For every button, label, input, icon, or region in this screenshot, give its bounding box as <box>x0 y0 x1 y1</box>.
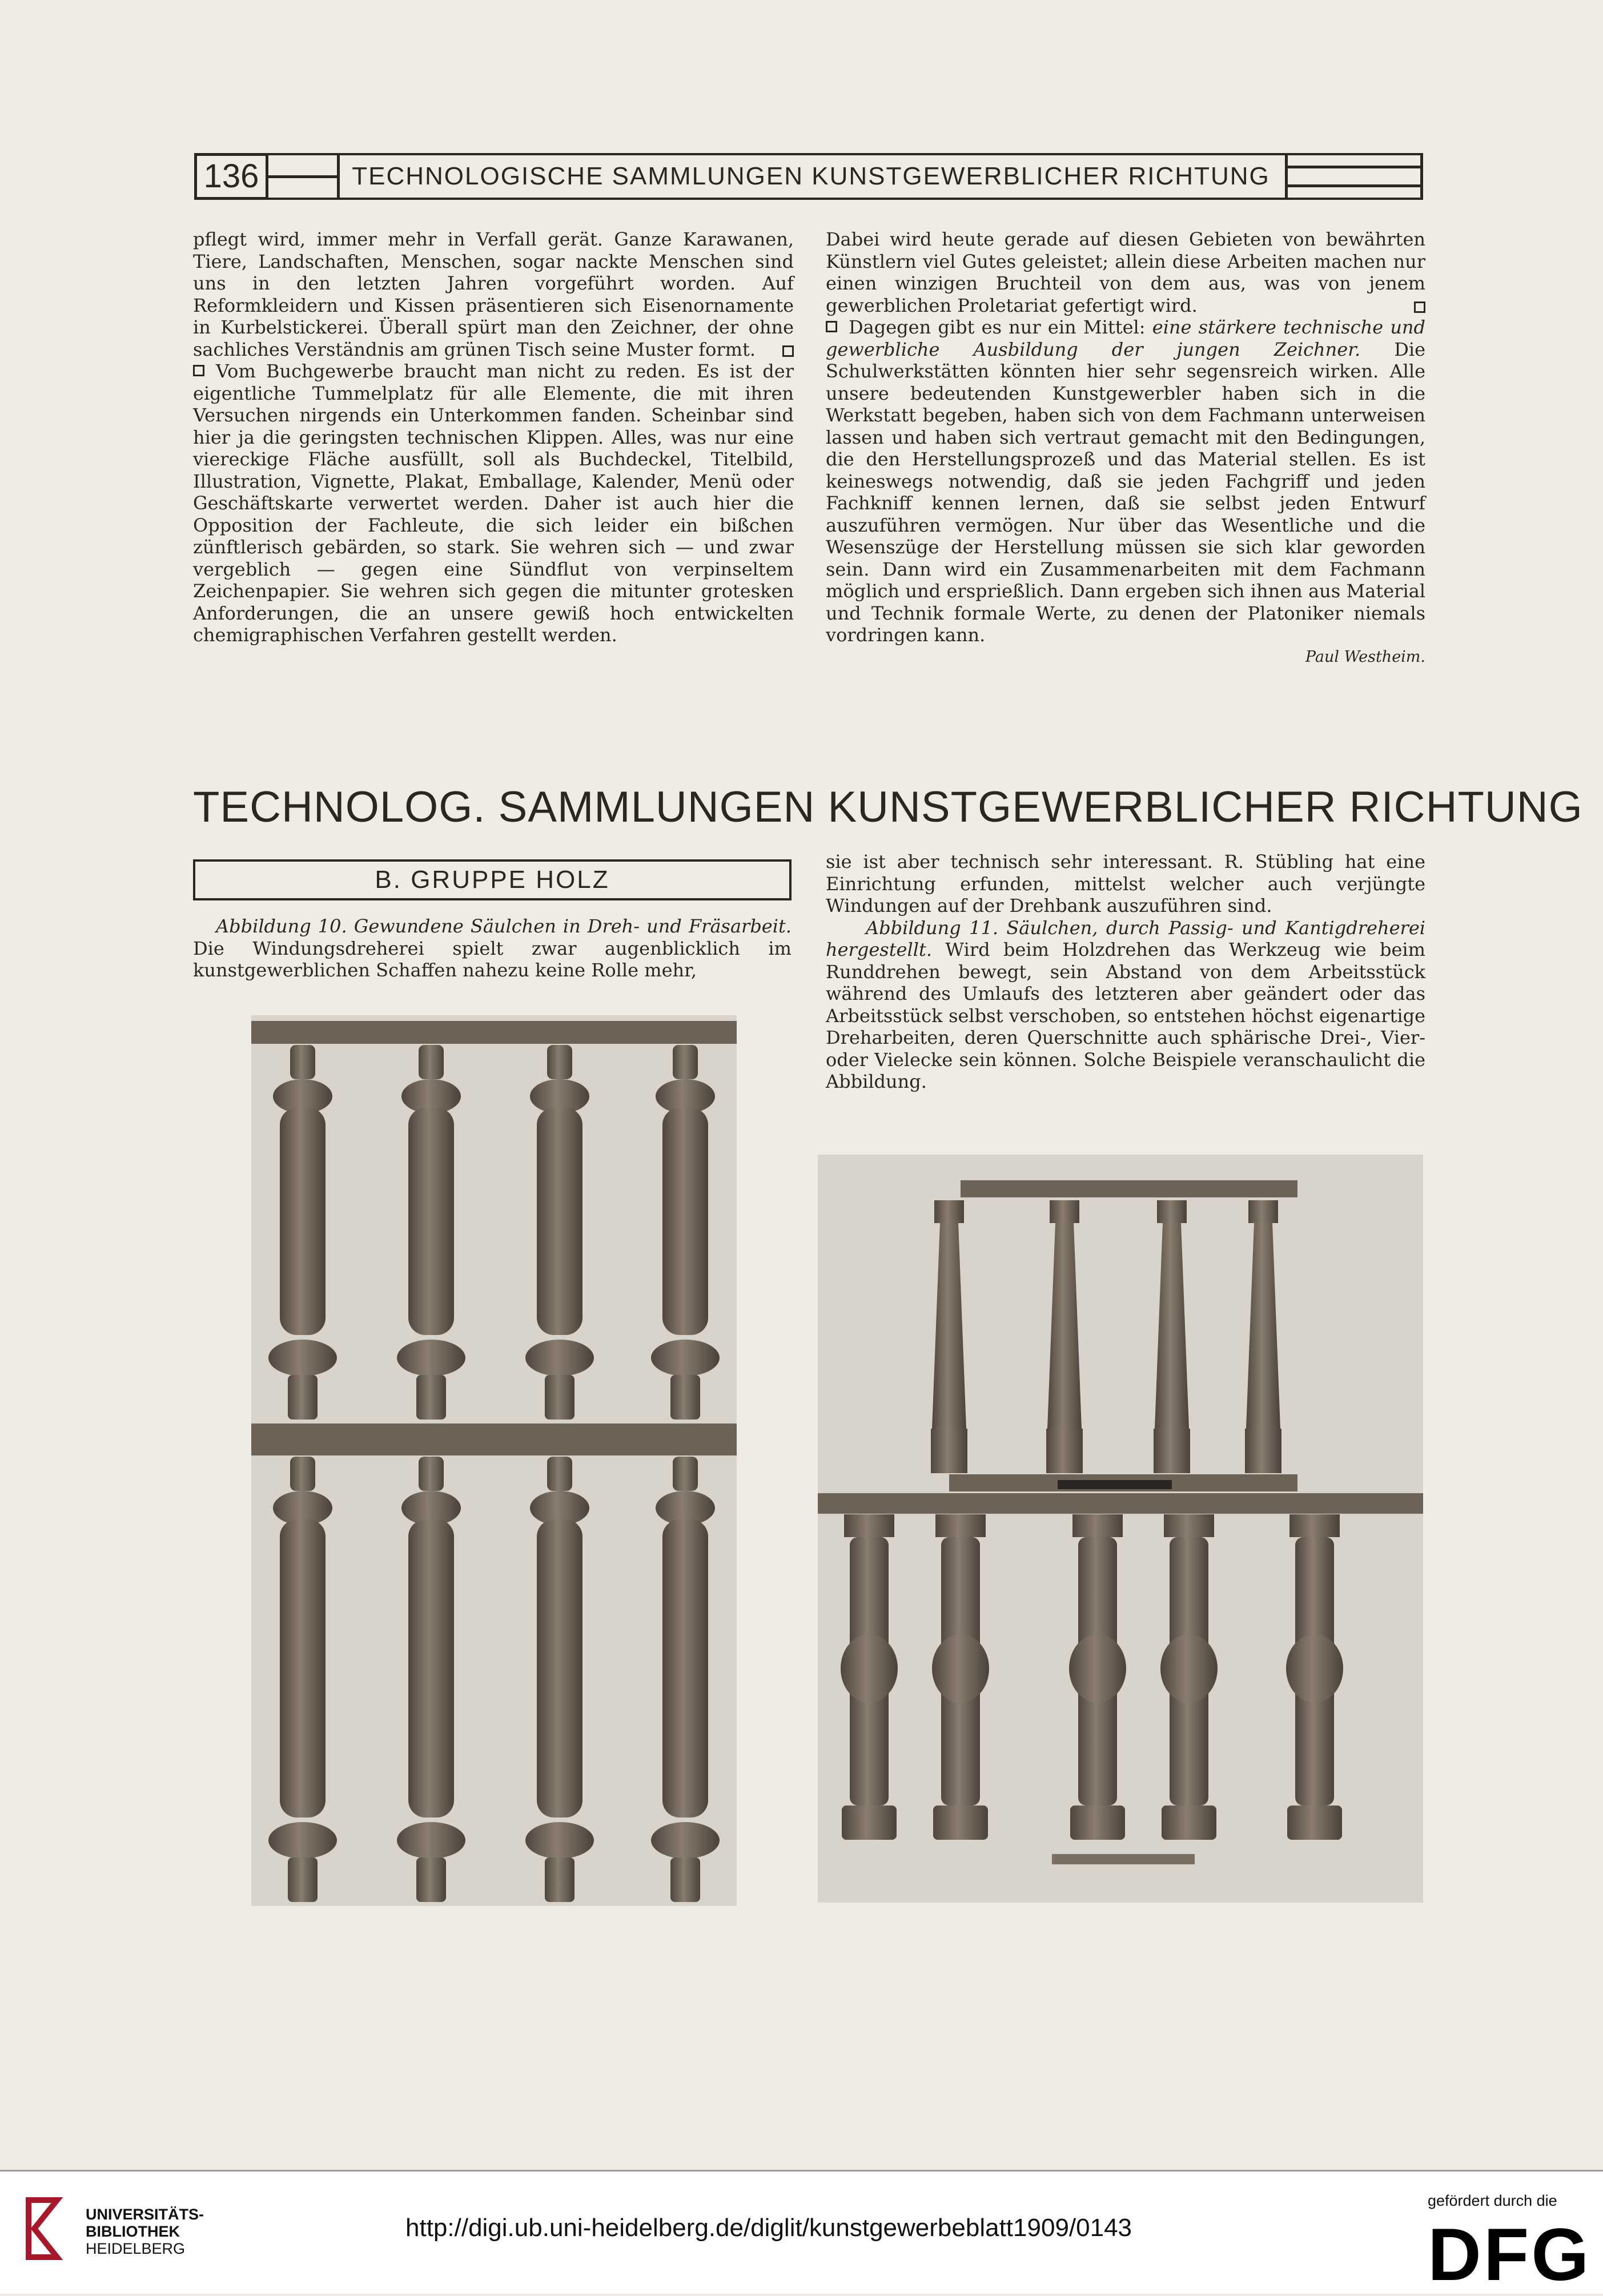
dfg-logo: DFG <box>1428 2213 1592 2296</box>
column-capital <box>1157 1200 1187 1223</box>
upper-small-rail <box>961 1180 1297 1197</box>
label-plate <box>1052 1854 1195 1864</box>
paragraph <box>826 228 1425 316</box>
twisted-shaft <box>662 1108 708 1335</box>
twisted-shaft <box>280 1519 326 1818</box>
caption-text: Wird beim Holzdrehen das Werkzeug wie beim Runddrehen bewegt, sein Abstand von dem Arbeitsstück während des Umlaufs des letzteren aber geändert oder das Arbeitsstück selbst verschoben, so entstehen höchst eigenartige Dreharbeiten, deren Querschnitte auch sphärische Drei-, Vier- oder Vielecke sein können. Solche Beispiele veranschaulicht die Abbildung. <box>826 939 1425 1092</box>
subsection-heading: B. GRUPPE HOLZ <box>193 859 792 900</box>
paragraph: sie ist aber technisch sehr interessant. R. Stübling hat eine Einrichtung erfunden, mittelst welcher auch verjüngte Windungen auf der Drehbank auszuführen sind. <box>826 851 1425 916</box>
footer <box>0 2172 1603 2294</box>
column-ring <box>268 1822 337 1859</box>
column-base <box>931 1429 967 1473</box>
column-base <box>670 1857 700 1902</box>
emphasis-text: eine stärkere technische und gewerbliche Ausbildung der jungen Zeichner. <box>826 316 1426 360</box>
column-capital <box>1072 1514 1123 1537</box>
figure-caption <box>826 917 1425 1093</box>
column-base <box>670 1375 700 1420</box>
column-bulb <box>1160 1634 1218 1703</box>
twisted-shaft <box>662 1519 708 1818</box>
end-mark-icon <box>782 345 794 357</box>
caption-text: Die Windungsdreherei spielt zwar augenblicklich im kunstgewerblichen Schaffen nahezu keine Rolle mehr, <box>193 937 792 981</box>
library-name <box>86 2206 204 2257</box>
label-plate <box>1058 1480 1172 1489</box>
header-border <box>1420 153 1423 200</box>
figure-11-photo <box>818 1155 1423 1903</box>
header-border-bottom <box>194 198 1423 200</box>
column-bulb <box>932 1634 989 1703</box>
paragraph-mark-icon <box>193 365 204 376</box>
top-rail <box>251 1021 737 1044</box>
column-capital <box>934 1200 964 1223</box>
column-ring <box>525 1822 594 1859</box>
university-library-logo-icon <box>23 2194 63 2269</box>
column-ring <box>651 1340 720 1376</box>
paragraph <box>193 228 794 360</box>
column-capital <box>290 1457 315 1491</box>
column-capital <box>935 1514 986 1537</box>
paragraph-text: Vom Buchgewerbe braucht man nicht zu reden. Es ist der eigentliche Tummelplatz für alle Elemente, die mit ihren Versuchen nirgends ein Unterkommen fanden. Scheinbar sind hier ja die geringsten technischen Klippen. Alles, was nur eine viereckige Fläche ausfüllt, soll als Buchdeckel, Titelbild, Illustration, Vignette, Plakat, Emballage, Kalender, Menü oder Geschäftskarte verwertet werden. Daher ist auch hier die Opposition der Fachleute, die sich leider ein bißchen zünftlerisch gebärden, so stark. Sie wehren sich — und zwar vergeblich — gegen eine Sündflut von verpinseltem Zeichenpapier. Sie wehren sich gegen die mitunter grotesken Anforderungen, die an unsere gewiß hoch entwickelten chemigraphischen Verfahren gestellt werden. <box>193 360 794 646</box>
header-rule-right <box>1288 184 1423 187</box>
column-base <box>1070 1806 1125 1840</box>
twisted-shaft <box>537 1108 582 1335</box>
column-bulb <box>841 1634 898 1703</box>
column-capital <box>1248 1200 1278 1223</box>
caption-label: Abbildung 11. Säulchen, durch Passig- und Kantigdreherei hergestellt. <box>826 916 1425 960</box>
column-bulb <box>1286 1634 1343 1703</box>
library-name-line: UNIVERSITÄTS- <box>86 2206 204 2223</box>
column-base <box>416 1375 446 1420</box>
header-rule-right <box>1288 166 1423 168</box>
column-capital <box>290 1045 315 1079</box>
column-ring <box>268 1340 337 1376</box>
column-capital <box>844 1514 894 1537</box>
header-border-top <box>194 153 1423 155</box>
right-column-top <box>826 228 1425 668</box>
column-ring <box>397 1340 465 1376</box>
column-ring <box>525 1340 594 1376</box>
column-capital <box>1164 1514 1214 1537</box>
end-mark-icon <box>1414 301 1425 313</box>
column-capital <box>419 1045 444 1079</box>
column-capital <box>1289 1514 1340 1537</box>
left-column-bottom <box>193 915 792 982</box>
page-number: 136 <box>194 153 268 200</box>
column-base <box>416 1857 446 1902</box>
paragraph-text: Dabei wird heute gerade auf diesen Gebieten von bewährten Künstlern viel Gutes geleistet; allein diese Arbeiten machen nur einen winzigen Bruchteil von dem aus, was von jenem gewerblichen Proletariat gefertigt wird. <box>826 228 1425 316</box>
column-base <box>545 1857 574 1902</box>
paragraph-mark-icon <box>826 321 837 332</box>
lower-top-rail <box>818 1493 1423 1514</box>
library-name-line: HEIDELBERG <box>86 2240 186 2257</box>
column-ring <box>397 1822 465 1859</box>
paragraph-text: pflegt wird, immer mehr in Verfall gerät. Ganze Karawanen, Tiere, Landschaften, Menschen, sogar nackte Menschen sind uns in den letzten Jahren vorgeführt worden. Auf Reformkleidern und Kissen präsentieren sich Eisenornamente in Kurbelstickerei. Überall spürt man den Zeichner, der ohne sachliches Verständnis am grünen Tisch seine Muster formt. <box>193 228 794 360</box>
column-capital <box>547 1045 572 1079</box>
column-base <box>288 1857 318 1902</box>
paragraph <box>826 316 1425 646</box>
column-capital <box>547 1457 572 1491</box>
twisted-shaft <box>280 1108 326 1335</box>
column-base <box>1154 1429 1190 1473</box>
column-base <box>545 1375 574 1420</box>
author-signature: Paul Westheim. <box>1305 648 1425 666</box>
paragraph-text: Dagegen gibt es nur ein Mittel: <box>849 316 1146 338</box>
paragraph <box>193 360 794 646</box>
library-name-line: BIBLIOTHEK <box>86 2223 180 2240</box>
twisted-shaft <box>408 1519 454 1818</box>
column-base <box>1287 1806 1342 1840</box>
paragraph-text: Die Schulwerkstätten könnten hier sehr segensreich wirken. Alle unsere bedeutenden Kunstgewerbler haben sich in die Werkstatt begeben, haben sich von dem Fachmann unterweisen lassen und haben sich vertraut gemacht mit den Bedingungen, die den Herstellungsprozeß und das Material stellen. Es ist keineswegs notwendig, daß sie jeden Fachgriff und jeden Fachkniff kennen lernen, daß sie selbst jeden Entwurf auszuführen vermögen. Nur über das Wesentliche und die Wesenszüge der Herstellung müssen sie sich klar geworden sein. Dann wird ein Zusammenarbeiten mit dem Fachmann möglich und ersprießlich. Dann ergeben sich ihnen aus Material und Technik formale Werte, zu denen der Platoniker niemals vordringen kann. <box>826 338 1426 646</box>
column-base <box>1162 1806 1216 1840</box>
figure-10-photo <box>251 1015 737 1906</box>
running-header <box>194 153 1423 200</box>
running-title: TECHNOLOGISCHE SAMMLUNGEN KUNSTGEWERBLICHER RICHTUNG <box>352 162 1270 190</box>
turned-columns-illustration <box>818 1155 1423 1903</box>
column-base <box>1046 1429 1083 1473</box>
column-base <box>842 1806 897 1840</box>
caption-label: Abbildung 10. Gewundene Säulchen in Dreh- und Fräsarbeit. <box>216 915 792 937</box>
column-capital <box>419 1457 444 1491</box>
section-title: TECHNOLOG. SAMMLUNGEN KUNSTGEWERBLICHER RICHTUNG <box>193 783 1583 831</box>
right-column-bottom <box>826 851 1425 1093</box>
twisted-shaft <box>408 1108 454 1335</box>
column-capital <box>1050 1200 1079 1223</box>
twisted-shaft <box>537 1519 582 1818</box>
middle-rail <box>251 1424 737 1455</box>
column-base <box>933 1806 988 1840</box>
source-url-link[interactable]: http://digi.ub.uni-heidelberg.de/diglit/kunstgewerbeblatt1909/0143 <box>405 2214 1132 2242</box>
column-base <box>288 1375 318 1420</box>
funding-caption: gefördert durch die <box>1428 2192 1557 2209</box>
figure-caption <box>193 915 792 982</box>
column-capital <box>673 1457 698 1491</box>
twisted-columns-illustration <box>251 1015 737 1906</box>
column-ring <box>651 1822 720 1859</box>
header-divider <box>1285 153 1288 200</box>
column-capital <box>673 1045 698 1079</box>
left-column-top <box>193 228 794 646</box>
column-bulb <box>1069 1634 1126 1703</box>
column-base <box>1245 1429 1281 1473</box>
header-rule-left <box>268 175 337 178</box>
